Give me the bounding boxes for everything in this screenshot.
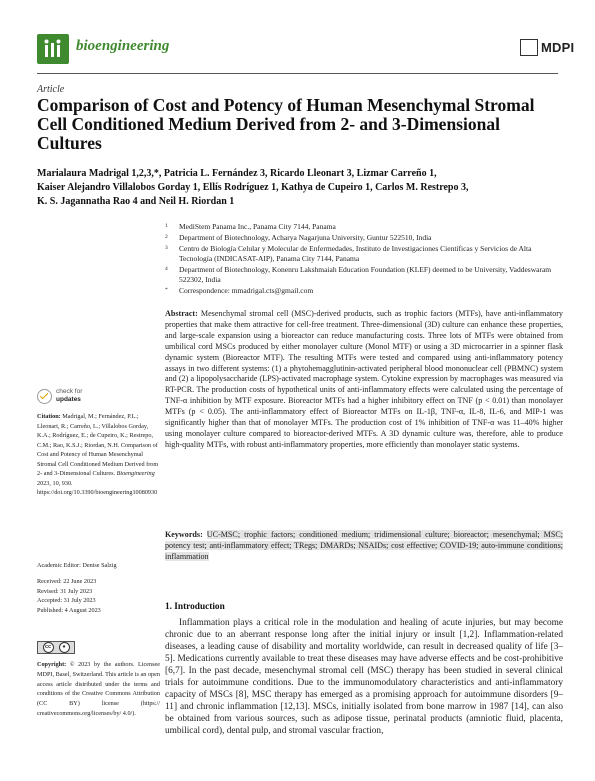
affiliation-1: [165, 222, 565, 232]
citation-label: Citation:: [37, 413, 61, 420]
affiliation-text: Department of Biotechnology, Konenru Lakshmaiah Education Foundation (KLEF) deemed to be University, Vaddeswaram 522302, India: [179, 265, 552, 284]
affiliation-number: 4: [165, 266, 168, 272]
citation-text: Madrigal, M.; Fernández, P.L.; Lleonart, R.; Carreño, L.; Villalobos Gorday, K.A.; Rodríguez, E.; de Cupeiro, K.; Restrepo, C.M.; Rao, K.S.J.; Riordan, N.H. Comparison of Cost and Potency of Human Mesenchymal Stromal Cell Conditioned Medium Derived from 2- and 3-Dimensional Cultures.: [37, 413, 159, 477]
copyright: [37, 660, 160, 719]
received-date: Received: 22 June 2023: [37, 578, 97, 585]
article-type: Article: [37, 84, 65, 95]
citation-volume: 2023, 10, 930.: [37, 479, 73, 487]
publisher-name: MDPI: [541, 39, 575, 55]
publication-dates: [37, 577, 162, 615]
copyright-label: Copyright:: [37, 661, 67, 668]
mdpi-icon: [520, 39, 538, 56]
academic-editor: Academic Editor: Denise Salzig: [37, 562, 117, 569]
affiliations: [165, 222, 565, 297]
check-updates-line1: check for: [56, 388, 83, 395]
cc-by-license-badge[interactable]: [37, 641, 75, 654]
check-updates-icon: [37, 389, 52, 404]
author-line-1: Marialaura Madrigal 1,2,3,*, Patricia L. Fernández 3, Ricardo Lleonart 3, Lizmar Carreño 1,: [37, 168, 437, 179]
citation: [37, 412, 162, 498]
publisher-logo[interactable]: [520, 38, 574, 56]
affiliation-text: Centro de Biología Celular y Molecular de Enfermedades, Instituto de Investigaciones Científicas y Servicios de Alta Tecnología (INDICASAT-AIP), Panama City 7144, Panama: [179, 244, 532, 263]
author-line-3: K. S. Jagannatha Rao 4 and Neil H. Riordan 1: [37, 196, 235, 207]
section-heading-introduction: 1. Introduction: [165, 602, 225, 612]
citation-journal: Bioengineering: [116, 470, 155, 477]
abstract-label: Abstract:: [165, 309, 198, 318]
affiliation-number: 1: [165, 223, 168, 229]
cc-icon: cc: [43, 642, 54, 653]
affiliation-number: 2: [165, 234, 168, 240]
affiliation-number: *: [165, 287, 168, 293]
correspondence: [165, 286, 565, 296]
keywords: [165, 530, 563, 563]
abstract-text: Mesenchymal stromal cell (MSC)-derived products, such as trophic factors (MTFs), have anti-inflammatory properties that make them attractive for cell-free treatment. Three-dimensional (3D) culture can enhance these properties, and large-scale expansion using a bioreactor can reduce manufacturing costs. Three lots of MTFs were obtained from umbilical cord MSCs produced by either monolayer culture (Monol MTF) or using a 3D microcarrier in a spinner flask dynamic system (Bioreactor MTF). The resulting MTFs were tested and compared using anti-inflammatory potency assays in two different systems: (1) a phytohemagglutinin-activated peripheral blood mononuclear cell (PBMNC) system and (2) a lipopolysaccharide (LPS)-activated macrophage system. Cytokine expression by macrophages was measured via RT-PCR. The production costs of hypothetical units of anti-inflammatory effects were calculated using the percentage of TNF-α inhibition by MTF exposure. Bioreactor MTFs had a higher inhibitory effect on TNF (p < 0.01) than monolayer MTFs (p < 0.05). The anti-inflammatory effect of Bioreactor MTFs on IL-1β, TNF-α, IL-8, IL-6, and MIP-1 was significantly higher than that of monolayer MTFs. The production cost of 1% inhibition of TNF-α was 11–40% higher using monolayer culture compared to bioreactor-derived MTFs. A 3D dynamic culture was, therefore, able to produce high-quality MTFs, with robust anti-inflammatory properties, more efficiently than monolayer static systems.: [165, 309, 563, 449]
copyright-text: © 2023 by the authors. Licensee MDPI, Basel, Switzerland. This article is an open access article distributed under the terms and conditions of the Creative Commons Attribution (CC BY) license (https:// creativecommons.org/licenses/by/ 4.0/).: [37, 661, 161, 717]
journal-logo-icon: [37, 34, 69, 64]
affiliation-2: [165, 233, 565, 243]
article-title: Comparison of Cost and Potency of Human Mesenchymal Stromal Cell Conditioned Medium Derived from 2- and 3-Dimensional Cultures: [37, 95, 535, 153]
affiliation-3: [165, 244, 565, 264]
journal-name: bioengineering: [76, 38, 170, 54]
introduction-paragraph: Inflammation plays a critical role in the modulation and healing of acute injuries, but may become chronic due to an aberrant response long after the initial injury or insult [1,2]. Inflammation-related diseases, a leading cause of disability and mortality worldwide, can result in decreased quality of life [3–5]. Medications currently available to treat these diseases may have adverse effects and be cost-prohibitive [6,7]. In the past decade, mesenchymal stromal cell (MSC) therapy has been studied in several clinical trials for autoimmune conditions. Due to the immunomodulatory characteristics and anti-inflammatory capacity of MSCs [8], MSC therapy has emerged as a promising approach for autoimmune disorders [9–11] and chronic inflammation [12,13]. MSCs, initially isolated from bone marrow in 1987 [14], can also be obtained from various sources, such as adipose tissue, perinatal products (amniotic fluid, placenta, umbilical cord), dental pulp, and stromal vascular fraction,: [165, 618, 563, 736]
header-divider: [37, 73, 558, 74]
accepted-date: Accepted: 31 July 2023: [37, 597, 96, 604]
citation-doi-link[interactable]: https://doi.org/10.3390/bioengineering10080930: [37, 489, 158, 496]
keywords-text: UC-MSC; trophic factors; conditioned medium; tridimensional culture; bioreactor; mesenchymal; MSC; potency test; anti-inflammatory effect; TRegs; DMARDs; NSAIDs; cost effective; COVID-19; auto-immune conditions; inflammation: [165, 530, 563, 561]
affiliation-text: MediStem Panama Inc., Panama City 7144, Panama: [179, 222, 336, 231]
check-updates-line2: updates: [56, 395, 81, 403]
revised-date: Revised: 31 July 2023: [37, 587, 93, 595]
keywords-label: Keywords:: [165, 530, 203, 539]
affiliation-number: 3: [165, 245, 168, 251]
correspondence-email[interactable]: Correspondence: mmadrigal.cts@gmail.com: [179, 286, 314, 295]
author-line-2: Kaiser Alejandro Villalobos Gorday 1, Ellís Rodríguez 1, Kathya de Cupeiro 1, Carlos M. Restrepo 3,: [37, 182, 469, 193]
journal-logo-glyph: [37, 34, 69, 64]
affiliation-text: Department of Biotechnology, Acharya Nagarjuna University, Guntur 522510, India: [179, 233, 432, 242]
author-list: [37, 167, 562, 209]
affiliation-4: [165, 265, 565, 285]
published-date: Published: 4 August 2023: [37, 606, 101, 614]
by-person-icon: ●: [59, 642, 70, 653]
abstract: [165, 309, 563, 451]
